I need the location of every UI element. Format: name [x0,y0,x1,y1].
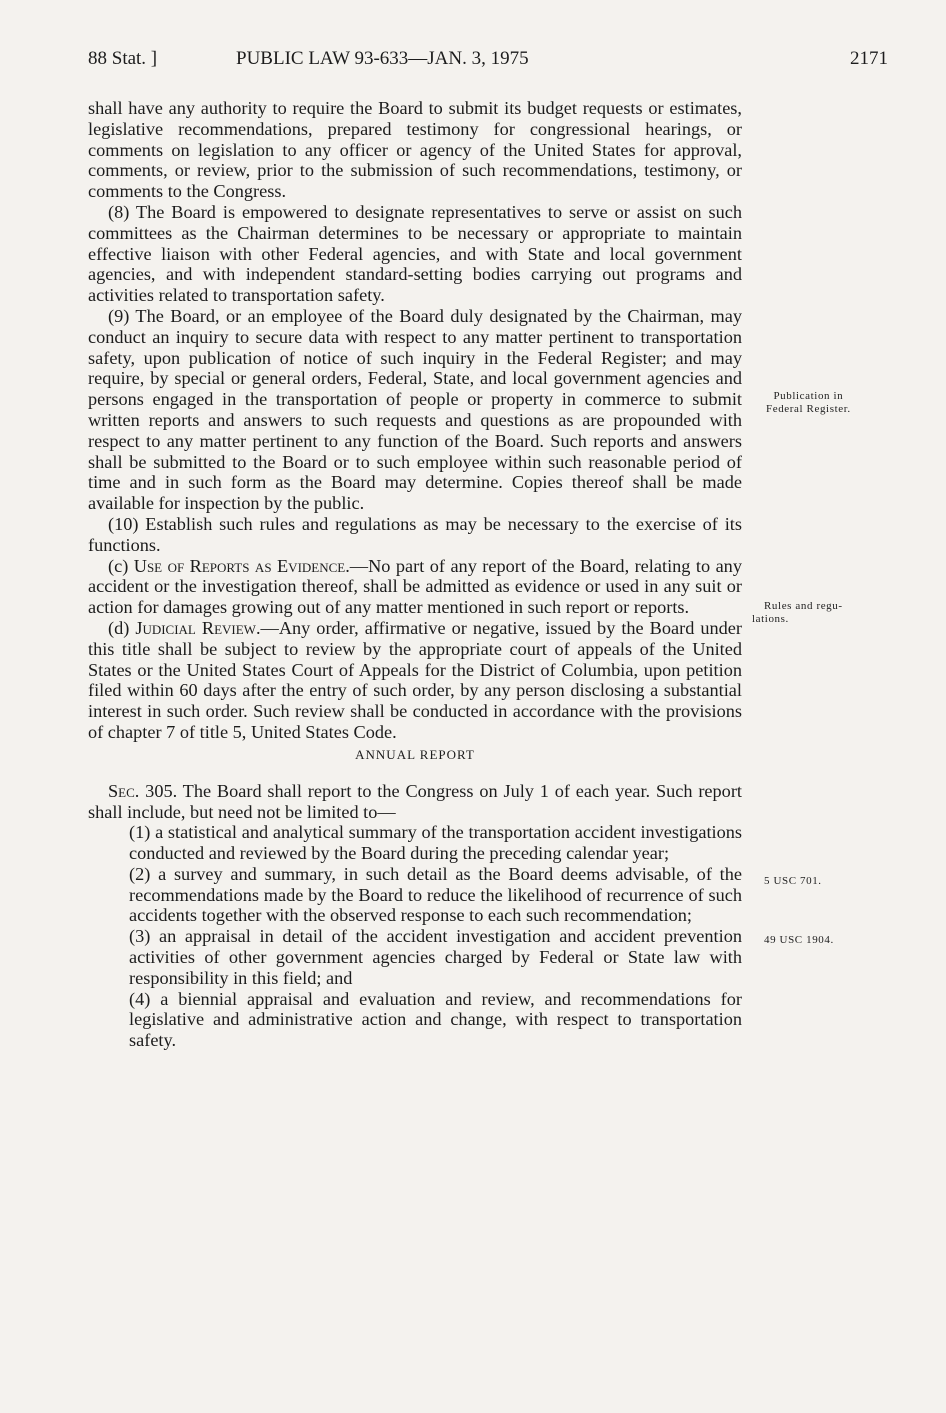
margin-note-publication-line1: Publication in [773,390,844,402]
margin-note-publication [766,390,851,416]
paragraph-8: (8) The Board is empowered to designate representatives to serve or assist on such committees as the Chairman determines to be necessary or appropriate to maintain effective liaison with other Federal agencies, and with State and local government agencies, and with independent standard-setting bodies carrying out programs and activities related to transportation safety. [88,201,742,306]
section-305-label: Sec. 305. [108,780,178,801]
margin-note-49-usc: 49 USC 1904. [764,934,834,946]
paragraph-d-title: Judicial Review. [135,617,261,638]
list-item-1: (1) a statistical and analytical summary of the transportation accident investigations conducted and reviewed by the Board during the preceding calendar year; [129,822,742,864]
list-item-3: (3) an appraisal in detail of the accident investigation and accident prevention activities of other government agencies charged by Federal or State law with responsibility in this field; and [129,926,742,988]
paragraph-c [88,556,742,618]
section-305-text: The Board shall report to the Congress on July 1 of each year. Such report shall include, but need not be limited to— [88,780,742,822]
list-item-4: (4) a biennial appraisal and evaluation and review, and recommendations for legislative and administrative action and change, with respect to transportation safety. [129,988,742,1051]
paragraph-c-text: —No part of any report of the Board, relating to any accident or the investigation thereof, shall be admitted as evidence or used in any suit or action for damages growing out of any matter mentioned in such report or reports. [88,555,742,618]
paragraph-c-title: Use of Reports as Evidence. [133,555,350,576]
paragraph-c-label: (c) [108,555,134,576]
margin-note-publication-line2: Federal Register. [766,403,851,415]
statute-volume: 88 Stat. ] [88,48,158,69]
paragraph-9: (9) The Board, or an employee of the Board duly designated by the Chairman, may conduct an inquiry to secure data with respect to any matter pertinent to transportation safety, upon publication of notice of such inquiry in the Federal Register; and may require, by special or general orders, Federal, State, and local government agencies and persons engaged in the transportation of people or property in commerce to submit written reports and answers to such requests and questions as are propounded with respect to any matter pertinent to any function of the Board. Such reports and answers shall be submitted to the Board or to such employee within such reasonable period of time and in such form as the Board may determine. Copies thereof shall be made available for inspection by the public. [88,305,742,514]
body-text [88,98,742,1051]
margin-note-rules-line2: lations. [752,613,789,625]
paragraph-d [88,618,742,743]
paragraph-d-text: —Any order, affirmative or negative, issued by the Board under this title shall be subject to review by the appropriate court of appeals of the United States or the United States Court of Appeals for the District of Columbia, upon petition filed within 60 days after the entry of such order, by any person disclosing a substantial interest in such order. Such review shall be conducted in accordance with the provisions of chapter 7 of title 5, United States Code. [88,617,742,742]
margin-note-5-usc: 5 USC 701. [764,875,822,887]
list-item-2: (2) a survey and summary, in such detail as the Board deems advisable, of the recommendations made by the Board to reduce the likelihood of recurrence of such accidents together with the observed response to each such recommendation; [129,863,742,926]
margin-note-rules [752,600,843,626]
running-header [88,48,888,76]
margin-note-rules-line1: Rules and regu- [764,600,843,612]
paragraph-continuation: shall have any authority to require the Board to submit its budget requests or estimates, legislative recommendations, prepared testimony for congressional hearings, or comments on legislation to any officer or agency of the United States for approval, comments, or review, prior to the submission of such recommendations, testimony, or comments to the Congress. [88,98,742,202]
section-heading-annual-report: ANNUAL REPORT [355,746,475,762]
page-number: 2171 [850,48,888,69]
paragraph-d-label: (d) [108,617,136,638]
section-305 [88,781,742,823]
paragraph-10: (10) Establish such rules and regulations as may be necessary to the exercise of its functions. [88,513,742,555]
law-title: PUBLIC LAW 93-633—JAN. 3, 1975 [236,48,529,69]
